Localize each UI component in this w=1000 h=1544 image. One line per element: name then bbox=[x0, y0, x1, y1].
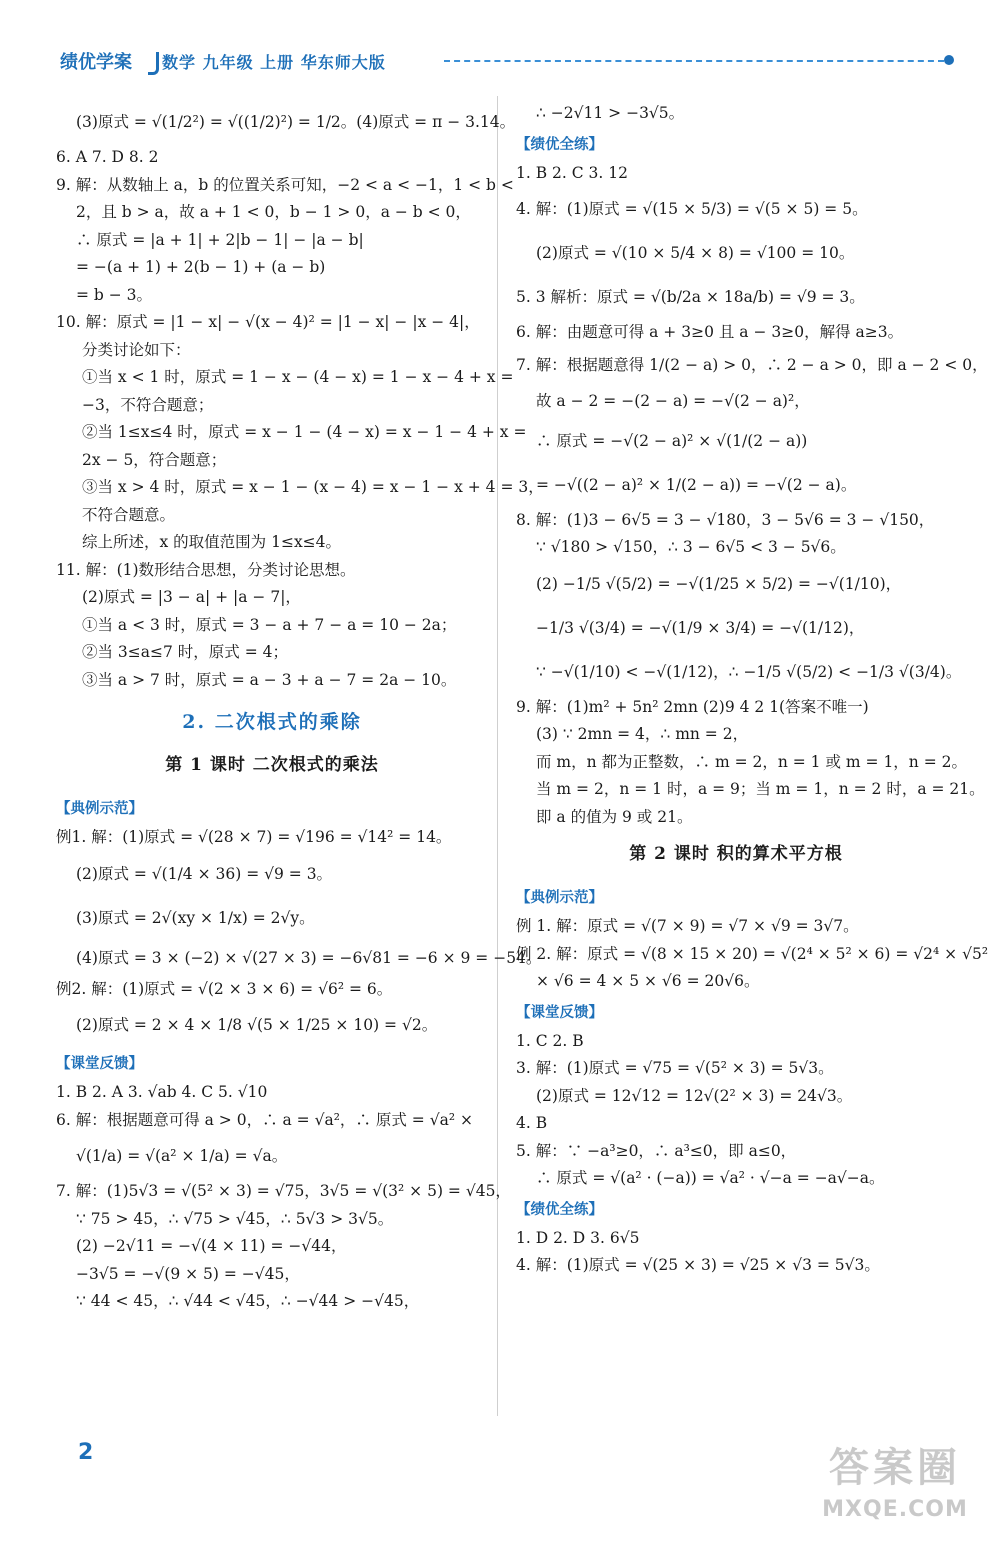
answer-line: 5. 3 解析：原式 = √(b/2a × 18a/b) = √9 = 3。 bbox=[516, 288, 865, 306]
section-tag-practice: 【绩优全练】 bbox=[516, 136, 603, 153]
answer-line: −3√5 = −√(9 × 5) = −√45， bbox=[76, 1264, 300, 1283]
answer-line: 8. 解：(1)3 − 6√5 = 3 − √180，3 − 5√6 = 3 − √150， bbox=[516, 510, 935, 529]
answer-line: (4)原式 = 3 × (−2) × √(27 × 3) = −6√81 = −6 × 9 = −54。 bbox=[76, 948, 542, 967]
answer-line: ②当 1≤x≤4 时，原式 = x − 1 − (4 − x) = x − 1 − 4 + x = bbox=[82, 423, 527, 441]
section-tag-feedback-2: 【课堂反馈】 bbox=[516, 1004, 603, 1021]
left-answers-block bbox=[56, 100, 544, 694]
answer-line: 1. B 2. A 3. √ab 4. C 5. √10 bbox=[56, 1083, 268, 1101]
answer-line: ②当 3≤a≤7 时，原式 = 4； bbox=[82, 643, 288, 661]
answer-line: −3，不符合题意； bbox=[82, 395, 214, 414]
right-practice-block-1 bbox=[516, 160, 988, 832]
lesson-1-title: 第 1 课时 二次根式的乘法 bbox=[165, 755, 379, 775]
right-top-block bbox=[516, 100, 956, 128]
answer-line: 例2. 解：(1)原式 = √(2 × 3 × 6) = √6² = 6。 bbox=[56, 979, 393, 998]
answer-line: 即 a 的值为 9 或 21。 bbox=[536, 807, 693, 826]
answer-line: ∵ −√(1/10) < −√(1/12)，∴ −1/5 √(5/2) < −1/3 √(3/4)。 bbox=[536, 662, 962, 681]
answer-line: (2)原式 = √(1/4 × 36) = √9 = 3。 bbox=[76, 864, 333, 883]
section-tag-examples: 【典例示范】 bbox=[56, 801, 143, 817]
watermark-logo bbox=[810, 1440, 980, 1535]
answer-line: (2) −2√11 = −√(4 × 11) = −√44， bbox=[76, 1237, 347, 1255]
answer-line: ∴ 原式 = √(a² · (−a)) = √a² · √−a = −a√−a。 bbox=[536, 1169, 885, 1187]
answer-line: 2，且 b > a，故 a + 1 < 0，b − 1 > 0，a − b < 0， bbox=[76, 203, 471, 221]
answer-line: 1. C 2. B bbox=[516, 1031, 584, 1050]
answer-line: = b − 3。 bbox=[76, 285, 153, 304]
right-feedback-block bbox=[516, 1028, 956, 1193]
watermark-url: MXQE.COM bbox=[822, 1497, 968, 1522]
answer-line: ∵ 75 > 45，∴ √75 > √45，∴ 5√3 > 3√5。 bbox=[76, 1209, 394, 1228]
left-examples-block bbox=[56, 824, 542, 1047]
right-column bbox=[516, 100, 989, 1280]
answer-line: 3. 解：(1)原式 = √75 = √(5² × 3) = 5√3。 bbox=[516, 1059, 834, 1077]
answer-line: 例 2. 解：原式 = √(8 × 15 × 20) = √(2⁴ × 5² × 6) = √2⁴ × √5² bbox=[516, 944, 989, 963]
answer-line: × √6 = 4 × 5 × √6 = 20√6。 bbox=[536, 972, 760, 990]
lesson-2-title: 第 2 课时 积的算术平方根 bbox=[629, 844, 843, 864]
section-tag-practice-2: 【绩优全练】 bbox=[516, 1201, 603, 1218]
answer-line: = −√((2 − a)² × 1/(2 − a)) = −√(2 − a)。 bbox=[536, 475, 857, 494]
answer-line: 10. 解：原式 = |1 − x| − √(x − 4)² = |1 − x| − |x − 4|， bbox=[56, 313, 480, 331]
brand-hook-mark bbox=[148, 52, 159, 75]
right-examples-block bbox=[516, 913, 989, 996]
left-feedback-block bbox=[56, 1079, 511, 1316]
section-tag-feedback: 【课堂反馈】 bbox=[56, 1056, 143, 1072]
answer-line: 不符合题意。 bbox=[82, 505, 176, 524]
answer-line: 1. D 2. D 3. 6√5 bbox=[516, 1228, 640, 1247]
answer-line: 2x − 5，符合题意； bbox=[82, 450, 227, 469]
answer-line: ①当 a < 3 时，原式 = 3 − a + 7 − a = 10 − 2a； bbox=[82, 615, 457, 634]
answer-line: 例 1. 解：原式 = √(7 × 9) = √7 × √9 = 3√7。 bbox=[516, 917, 859, 935]
answer-line: 6. 解：由题意可得 a + 3≥0 且 a − 3≥0，解得 a≥3。 bbox=[516, 323, 904, 341]
answer-line: 故 a − 2 = −(2 − a) = −√(2 − a)²， bbox=[536, 391, 810, 410]
header-dot-icon bbox=[944, 55, 954, 65]
answer-line: (3)原式 = 2√(xy × 1/x) = 2√y。 bbox=[76, 908, 315, 927]
answer-line: 当 m = 2，n = 1 时，a = 9；当 m = 1，n = 2 时，a = 21。 bbox=[536, 780, 985, 798]
answer-line: (2)原式 = |3 − a| + |a − 7|， bbox=[82, 588, 301, 606]
answer-line: 6. A 7. D 8. 2 bbox=[56, 148, 159, 166]
answer-line: ∴ −2√11 > −3√5。 bbox=[536, 104, 685, 122]
column-divider bbox=[497, 96, 498, 1416]
answer-line: ∴ 原式 = |a + 1| + 2|b − 1| − |a − b| bbox=[76, 230, 364, 249]
answer-line: 4. 解：(1)原式 = √(15 × 5/3) = √(5 × 5) = 5。 bbox=[516, 200, 868, 218]
answer-line: (2)原式 = 2 × 4 × 1/8 √(5 × 1/25 × 10) = √2。 bbox=[76, 1016, 438, 1034]
answer-line: 6. 解：根据题意可得 a > 0，∴ a = √a²，∴ 原式 = √a² × bbox=[56, 1110, 473, 1129]
answer-line: ③当 x > 4 时，原式 = x − 1 − (x − 4) = x − 1 − x + 4 = 3， bbox=[82, 478, 544, 496]
page-number: 2 bbox=[78, 1440, 94, 1465]
answer-line: ∵ 44 < 45，∴ √44 < √45，∴ −√44 > −√45， bbox=[76, 1292, 420, 1310]
answer-line: ③当 a > 7 时，原式 = a − 3 + a − 7 = 2a − 10。 bbox=[82, 670, 457, 689]
answer-line: 9. 解：从数轴上 a，b 的位置关系可知，−2 < a < −1，1 < b < bbox=[56, 175, 514, 194]
answer-line: 5. 解：∵ −a³≥0，∴ a³≤0，即 a≤0， bbox=[516, 1141, 797, 1160]
answer-line: (2)原式 = √(10 × 5/4 × 8) = √100 = 10。 bbox=[536, 244, 855, 262]
answer-line: 7. 解：根据题意得 1/(2 − a) > 0，∴ 2 − a > 0，即 a − 2 < 0， bbox=[516, 355, 988, 374]
section-tag-examples-2: 【典例示范】 bbox=[516, 890, 603, 906]
answer-line: 例1. 解：(1)原式 = √(28 × 7) = √196 = √14² = 14。 bbox=[56, 828, 452, 846]
right-practice-block-2 bbox=[516, 1225, 956, 1280]
answer-line: ①当 x < 1 时，原式 = 1 − x − (4 − x) = 1 − x − 4 + x = bbox=[82, 368, 514, 386]
answer-line: 7. 解：(1)5√3 = √(5² × 3) = √75，3√5 = √(3² × 5) = √45， bbox=[56, 1182, 511, 1200]
answer-line: 4. B bbox=[516, 1114, 548, 1132]
answer-line: (3)原式 = √(1/2²) = √((1/2)²) = 1/2。(4)原式 = π − 3.14。 bbox=[76, 113, 516, 131]
page-header bbox=[54, 46, 954, 80]
answer-line: √(1/a) = √(a² × 1/a) = √a。 bbox=[76, 1147, 288, 1165]
answer-line: = −(a + 1) + 2(b − 1) + (a − b) bbox=[76, 258, 326, 276]
answer-line: 分类讨论如下： bbox=[82, 340, 191, 359]
answer-line: (2) −1/5 √(5/2) = −√(1/25 × 5/2) = −√(1/10)， bbox=[536, 574, 902, 593]
watermark-text: 答案圈 bbox=[829, 1445, 961, 1491]
answer-line: ∵ √180 > √150，∴ 3 − 6√5 < 3 − 5√6。 bbox=[536, 538, 846, 556]
answer-line: (3) ∵ 2mn = 4，∴ mn = 2， bbox=[536, 725, 749, 743]
answer-line: 4. 解：(1)原式 = √(25 × 3) = √25 × √3 = 5√3。 bbox=[516, 1256, 880, 1274]
answer-line: 11. 解：(1)数形结合思想，分类讨论思想。 bbox=[56, 560, 356, 579]
answer-line: 9. 解：(1)m² + 5n² 2mn (2)9 4 2 1(答案不唯一) bbox=[516, 697, 869, 716]
header-dashed-rule bbox=[444, 60, 944, 62]
answer-line: 1. B 2. C 3. 12 bbox=[516, 163, 628, 182]
answer-line: ∴ 原式 = −√(2 − a)² × √(1/(2 − a)) bbox=[536, 431, 808, 450]
answer-line: 综上所述，x 的取值范围为 1≤x≤4。 bbox=[82, 533, 342, 551]
chapter-title: 2. 二次根式的乘除 bbox=[182, 711, 362, 733]
answer-line: −1/3 √(3/4) = −√(1/9 × 3/4) = −√(1/12)， bbox=[536, 618, 865, 637]
book-subtitle: 数学 九年级 上册 华东师大版 bbox=[162, 53, 386, 72]
brand-title: 绩优学案 bbox=[60, 52, 132, 73]
answer-line: 而 m，n 都为正整数，∴ m = 2，n = 1 或 m = 1，n = 2。 bbox=[536, 752, 967, 771]
answer-line: (2)原式 = 12√12 = 12√(2² × 3) = 24√3。 bbox=[536, 1086, 853, 1105]
